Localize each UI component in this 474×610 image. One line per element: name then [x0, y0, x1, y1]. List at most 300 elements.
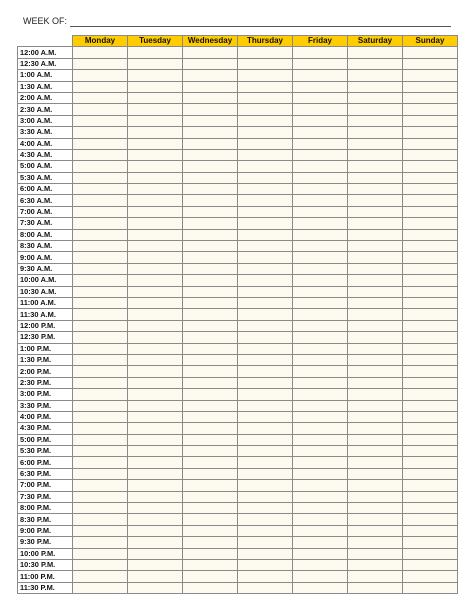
- schedule-cell-tuesday[interactable]: [128, 195, 183, 206]
- schedule-cell-wednesday[interactable]: [183, 263, 238, 274]
- schedule-cell-tuesday[interactable]: [128, 503, 183, 514]
- schedule-cell-sunday[interactable]: [403, 548, 458, 559]
- schedule-cell-saturday[interactable]: [348, 286, 403, 297]
- schedule-cell-thursday[interactable]: [238, 354, 293, 365]
- schedule-cell-thursday[interactable]: [238, 70, 293, 81]
- schedule-cell-thursday[interactable]: [238, 434, 293, 445]
- schedule-cell-tuesday[interactable]: [128, 548, 183, 559]
- schedule-cell-sunday[interactable]: [403, 70, 458, 81]
- schedule-cell-saturday[interactable]: [348, 229, 403, 240]
- schedule-cell-tuesday[interactable]: [128, 354, 183, 365]
- schedule-cell-tuesday[interactable]: [128, 491, 183, 502]
- schedule-cell-tuesday[interactable]: [128, 332, 183, 343]
- schedule-cell-saturday[interactable]: [348, 104, 403, 115]
- schedule-cell-thursday[interactable]: [238, 389, 293, 400]
- schedule-cell-wednesday[interactable]: [183, 446, 238, 457]
- schedule-cell-saturday[interactable]: [348, 366, 403, 377]
- schedule-cell-thursday[interactable]: [238, 184, 293, 195]
- schedule-cell-friday[interactable]: [293, 241, 348, 252]
- schedule-cell-friday[interactable]: [293, 480, 348, 491]
- schedule-cell-monday[interactable]: [73, 115, 128, 126]
- schedule-cell-tuesday[interactable]: [128, 446, 183, 457]
- schedule-cell-saturday[interactable]: [348, 275, 403, 286]
- schedule-cell-sunday[interactable]: [403, 218, 458, 229]
- schedule-cell-sunday[interactable]: [403, 366, 458, 377]
- schedule-cell-wednesday[interactable]: [183, 525, 238, 536]
- schedule-cell-thursday[interactable]: [238, 218, 293, 229]
- schedule-cell-friday[interactable]: [293, 434, 348, 445]
- schedule-cell-tuesday[interactable]: [128, 514, 183, 525]
- schedule-cell-saturday[interactable]: [348, 582, 403, 593]
- schedule-cell-saturday[interactable]: [348, 354, 403, 365]
- schedule-cell-friday[interactable]: [293, 514, 348, 525]
- schedule-cell-sunday[interactable]: [403, 491, 458, 502]
- schedule-cell-sunday[interactable]: [403, 332, 458, 343]
- schedule-cell-monday[interactable]: [73, 309, 128, 320]
- schedule-cell-friday[interactable]: [293, 252, 348, 263]
- schedule-cell-thursday[interactable]: [238, 81, 293, 92]
- schedule-cell-monday[interactable]: [73, 47, 128, 58]
- schedule-cell-tuesday[interactable]: [128, 559, 183, 570]
- schedule-cell-friday[interactable]: [293, 206, 348, 217]
- schedule-cell-friday[interactable]: [293, 70, 348, 81]
- schedule-cell-monday[interactable]: [73, 491, 128, 502]
- schedule-cell-saturday[interactable]: [348, 206, 403, 217]
- schedule-cell-friday[interactable]: [293, 138, 348, 149]
- schedule-cell-friday[interactable]: [293, 548, 348, 559]
- schedule-cell-friday[interactable]: [293, 92, 348, 103]
- schedule-cell-sunday[interactable]: [403, 104, 458, 115]
- schedule-cell-wednesday[interactable]: [183, 161, 238, 172]
- schedule-cell-sunday[interactable]: [403, 138, 458, 149]
- schedule-cell-sunday[interactable]: [403, 81, 458, 92]
- schedule-cell-sunday[interactable]: [403, 127, 458, 138]
- schedule-cell-monday[interactable]: [73, 354, 128, 365]
- schedule-cell-saturday[interactable]: [348, 92, 403, 103]
- schedule-cell-thursday[interactable]: [238, 241, 293, 252]
- schedule-cell-wednesday[interactable]: [183, 480, 238, 491]
- schedule-cell-monday[interactable]: [73, 480, 128, 491]
- schedule-cell-monday[interactable]: [73, 195, 128, 206]
- schedule-cell-tuesday[interactable]: [128, 286, 183, 297]
- schedule-cell-friday[interactable]: [293, 525, 348, 536]
- schedule-cell-tuesday[interactable]: [128, 400, 183, 411]
- schedule-cell-tuesday[interactable]: [128, 58, 183, 69]
- schedule-cell-tuesday[interactable]: [128, 229, 183, 240]
- schedule-cell-sunday[interactable]: [403, 58, 458, 69]
- schedule-cell-monday[interactable]: [73, 343, 128, 354]
- schedule-cell-friday[interactable]: [293, 47, 348, 58]
- schedule-cell-saturday[interactable]: [348, 491, 403, 502]
- schedule-cell-wednesday[interactable]: [183, 138, 238, 149]
- schedule-cell-sunday[interactable]: [403, 161, 458, 172]
- schedule-cell-monday[interactable]: [73, 241, 128, 252]
- schedule-cell-wednesday[interactable]: [183, 366, 238, 377]
- schedule-cell-friday[interactable]: [293, 423, 348, 434]
- schedule-cell-thursday[interactable]: [238, 320, 293, 331]
- schedule-cell-thursday[interactable]: [238, 457, 293, 468]
- schedule-cell-saturday[interactable]: [348, 263, 403, 274]
- schedule-cell-sunday[interactable]: [403, 559, 458, 570]
- schedule-cell-tuesday[interactable]: [128, 70, 183, 81]
- schedule-cell-monday[interactable]: [73, 149, 128, 160]
- schedule-cell-monday[interactable]: [73, 411, 128, 422]
- schedule-cell-friday[interactable]: [293, 503, 348, 514]
- schedule-cell-wednesday[interactable]: [183, 389, 238, 400]
- schedule-cell-monday[interactable]: [73, 263, 128, 274]
- schedule-cell-thursday[interactable]: [238, 127, 293, 138]
- schedule-cell-monday[interactable]: [73, 434, 128, 445]
- schedule-cell-friday[interactable]: [293, 320, 348, 331]
- schedule-cell-saturday[interactable]: [348, 514, 403, 525]
- schedule-cell-wednesday[interactable]: [183, 559, 238, 570]
- schedule-cell-thursday[interactable]: [238, 480, 293, 491]
- schedule-cell-saturday[interactable]: [348, 309, 403, 320]
- schedule-cell-monday[interactable]: [73, 514, 128, 525]
- schedule-cell-tuesday[interactable]: [128, 275, 183, 286]
- schedule-cell-monday[interactable]: [73, 275, 128, 286]
- schedule-cell-tuesday[interactable]: [128, 263, 183, 274]
- schedule-cell-saturday[interactable]: [348, 468, 403, 479]
- schedule-cell-thursday[interactable]: [238, 309, 293, 320]
- schedule-cell-monday[interactable]: [73, 161, 128, 172]
- schedule-cell-saturday[interactable]: [348, 195, 403, 206]
- schedule-cell-monday[interactable]: [73, 286, 128, 297]
- schedule-cell-sunday[interactable]: [403, 457, 458, 468]
- schedule-cell-saturday[interactable]: [348, 400, 403, 411]
- schedule-cell-tuesday[interactable]: [128, 309, 183, 320]
- schedule-cell-thursday[interactable]: [238, 104, 293, 115]
- schedule-cell-sunday[interactable]: [403, 503, 458, 514]
- schedule-cell-monday[interactable]: [73, 366, 128, 377]
- schedule-cell-monday[interactable]: [73, 423, 128, 434]
- schedule-cell-tuesday[interactable]: [128, 377, 183, 388]
- schedule-cell-thursday[interactable]: [238, 559, 293, 570]
- schedule-cell-friday[interactable]: [293, 286, 348, 297]
- schedule-cell-friday[interactable]: [293, 195, 348, 206]
- schedule-cell-tuesday[interactable]: [128, 525, 183, 536]
- schedule-cell-sunday[interactable]: [403, 297, 458, 308]
- schedule-cell-thursday[interactable]: [238, 377, 293, 388]
- schedule-cell-thursday[interactable]: [238, 571, 293, 582]
- schedule-cell-thursday[interactable]: [238, 582, 293, 593]
- schedule-cell-sunday[interactable]: [403, 525, 458, 536]
- schedule-cell-monday[interactable]: [73, 537, 128, 548]
- schedule-cell-wednesday[interactable]: [183, 149, 238, 160]
- schedule-cell-tuesday[interactable]: [128, 571, 183, 582]
- schedule-cell-thursday[interactable]: [238, 263, 293, 274]
- schedule-cell-tuesday[interactable]: [128, 434, 183, 445]
- schedule-cell-thursday[interactable]: [238, 149, 293, 160]
- schedule-cell-wednesday[interactable]: [183, 320, 238, 331]
- schedule-cell-monday[interactable]: [73, 400, 128, 411]
- schedule-cell-tuesday[interactable]: [128, 411, 183, 422]
- schedule-cell-monday[interactable]: [73, 571, 128, 582]
- schedule-cell-thursday[interactable]: [238, 229, 293, 240]
- schedule-cell-friday[interactable]: [293, 275, 348, 286]
- schedule-cell-monday[interactable]: [73, 332, 128, 343]
- schedule-cell-saturday[interactable]: [348, 548, 403, 559]
- schedule-cell-wednesday[interactable]: [183, 115, 238, 126]
- schedule-cell-friday[interactable]: [293, 366, 348, 377]
- schedule-cell-sunday[interactable]: [403, 400, 458, 411]
- schedule-cell-saturday[interactable]: [348, 81, 403, 92]
- schedule-cell-thursday[interactable]: [238, 252, 293, 263]
- schedule-cell-thursday[interactable]: [238, 343, 293, 354]
- schedule-cell-sunday[interactable]: [403, 446, 458, 457]
- schedule-cell-saturday[interactable]: [348, 149, 403, 160]
- schedule-cell-thursday[interactable]: [238, 400, 293, 411]
- schedule-cell-saturday[interactable]: [348, 343, 403, 354]
- schedule-cell-friday[interactable]: [293, 446, 348, 457]
- schedule-cell-friday[interactable]: [293, 457, 348, 468]
- schedule-cell-thursday[interactable]: [238, 286, 293, 297]
- schedule-cell-friday[interactable]: [293, 172, 348, 183]
- schedule-cell-wednesday[interactable]: [183, 354, 238, 365]
- schedule-cell-monday[interactable]: [73, 525, 128, 536]
- schedule-cell-thursday[interactable]: [238, 138, 293, 149]
- schedule-cell-saturday[interactable]: [348, 138, 403, 149]
- schedule-cell-thursday[interactable]: [238, 491, 293, 502]
- schedule-cell-wednesday[interactable]: [183, 252, 238, 263]
- schedule-cell-tuesday[interactable]: [128, 115, 183, 126]
- schedule-cell-sunday[interactable]: [403, 389, 458, 400]
- schedule-cell-wednesday[interactable]: [183, 377, 238, 388]
- schedule-cell-tuesday[interactable]: [128, 468, 183, 479]
- schedule-cell-tuesday[interactable]: [128, 127, 183, 138]
- schedule-cell-wednesday[interactable]: [183, 127, 238, 138]
- schedule-cell-saturday[interactable]: [348, 252, 403, 263]
- schedule-cell-thursday[interactable]: [238, 47, 293, 58]
- schedule-cell-sunday[interactable]: [403, 275, 458, 286]
- schedule-cell-tuesday[interactable]: [128, 161, 183, 172]
- schedule-cell-tuesday[interactable]: [128, 81, 183, 92]
- schedule-cell-friday[interactable]: [293, 468, 348, 479]
- schedule-cell-tuesday[interactable]: [128, 104, 183, 115]
- schedule-cell-monday[interactable]: [73, 184, 128, 195]
- schedule-cell-wednesday[interactable]: [183, 571, 238, 582]
- schedule-cell-friday[interactable]: [293, 229, 348, 240]
- schedule-cell-sunday[interactable]: [403, 343, 458, 354]
- schedule-cell-saturday[interactable]: [348, 559, 403, 570]
- schedule-cell-monday[interactable]: [73, 92, 128, 103]
- schedule-cell-wednesday[interactable]: [183, 582, 238, 593]
- schedule-cell-thursday[interactable]: [238, 115, 293, 126]
- schedule-cell-thursday[interactable]: [238, 58, 293, 69]
- schedule-cell-monday[interactable]: [73, 252, 128, 263]
- schedule-cell-friday[interactable]: [293, 343, 348, 354]
- schedule-cell-monday[interactable]: [73, 172, 128, 183]
- schedule-cell-sunday[interactable]: [403, 184, 458, 195]
- schedule-cell-friday[interactable]: [293, 537, 348, 548]
- schedule-cell-saturday[interactable]: [348, 115, 403, 126]
- schedule-cell-tuesday[interactable]: [128, 241, 183, 252]
- schedule-cell-sunday[interactable]: [403, 434, 458, 445]
- schedule-cell-monday[interactable]: [73, 58, 128, 69]
- schedule-cell-wednesday[interactable]: [183, 58, 238, 69]
- schedule-cell-sunday[interactable]: [403, 115, 458, 126]
- schedule-cell-friday[interactable]: [293, 218, 348, 229]
- schedule-cell-friday[interactable]: [293, 377, 348, 388]
- schedule-cell-wednesday[interactable]: [183, 503, 238, 514]
- schedule-cell-saturday[interactable]: [348, 297, 403, 308]
- schedule-cell-wednesday[interactable]: [183, 537, 238, 548]
- schedule-cell-saturday[interactable]: [348, 58, 403, 69]
- schedule-cell-tuesday[interactable]: [128, 138, 183, 149]
- schedule-cell-tuesday[interactable]: [128, 92, 183, 103]
- schedule-cell-friday[interactable]: [293, 81, 348, 92]
- schedule-cell-thursday[interactable]: [238, 332, 293, 343]
- schedule-cell-tuesday[interactable]: [128, 389, 183, 400]
- schedule-cell-thursday[interactable]: [238, 172, 293, 183]
- schedule-cell-saturday[interactable]: [348, 332, 403, 343]
- schedule-cell-saturday[interactable]: [348, 161, 403, 172]
- schedule-cell-saturday[interactable]: [348, 320, 403, 331]
- schedule-cell-friday[interactable]: [293, 354, 348, 365]
- schedule-cell-wednesday[interactable]: [183, 457, 238, 468]
- schedule-cell-thursday[interactable]: [238, 514, 293, 525]
- schedule-cell-monday[interactable]: [73, 389, 128, 400]
- schedule-cell-tuesday[interactable]: [128, 297, 183, 308]
- schedule-cell-sunday[interactable]: [403, 309, 458, 320]
- schedule-cell-tuesday[interactable]: [128, 366, 183, 377]
- schedule-cell-wednesday[interactable]: [183, 81, 238, 92]
- schedule-cell-friday[interactable]: [293, 491, 348, 502]
- schedule-cell-tuesday[interactable]: [128, 582, 183, 593]
- schedule-cell-sunday[interactable]: [403, 377, 458, 388]
- schedule-cell-wednesday[interactable]: [183, 172, 238, 183]
- schedule-cell-thursday[interactable]: [238, 468, 293, 479]
- schedule-cell-tuesday[interactable]: [128, 343, 183, 354]
- schedule-cell-friday[interactable]: [293, 389, 348, 400]
- schedule-cell-sunday[interactable]: [403, 195, 458, 206]
- schedule-cell-wednesday[interactable]: [183, 286, 238, 297]
- schedule-cell-friday[interactable]: [293, 161, 348, 172]
- schedule-cell-monday[interactable]: [73, 377, 128, 388]
- schedule-cell-monday[interactable]: [73, 559, 128, 570]
- schedule-cell-tuesday[interactable]: [128, 480, 183, 491]
- schedule-cell-friday[interactable]: [293, 400, 348, 411]
- schedule-cell-monday[interactable]: [73, 218, 128, 229]
- schedule-cell-thursday[interactable]: [238, 423, 293, 434]
- schedule-cell-wednesday[interactable]: [183, 206, 238, 217]
- schedule-cell-monday[interactable]: [73, 138, 128, 149]
- schedule-cell-friday[interactable]: [293, 309, 348, 320]
- schedule-cell-monday[interactable]: [73, 229, 128, 240]
- schedule-cell-thursday[interactable]: [238, 275, 293, 286]
- schedule-cell-tuesday[interactable]: [128, 172, 183, 183]
- schedule-cell-monday[interactable]: [73, 127, 128, 138]
- schedule-cell-wednesday[interactable]: [183, 548, 238, 559]
- schedule-cell-friday[interactable]: [293, 571, 348, 582]
- schedule-cell-saturday[interactable]: [348, 377, 403, 388]
- schedule-cell-saturday[interactable]: [348, 525, 403, 536]
- schedule-cell-saturday[interactable]: [348, 571, 403, 582]
- schedule-cell-wednesday[interactable]: [183, 184, 238, 195]
- schedule-cell-wednesday[interactable]: [183, 423, 238, 434]
- schedule-cell-tuesday[interactable]: [128, 457, 183, 468]
- schedule-cell-thursday[interactable]: [238, 411, 293, 422]
- schedule-cell-wednesday[interactable]: [183, 195, 238, 206]
- schedule-cell-monday[interactable]: [73, 70, 128, 81]
- schedule-cell-sunday[interactable]: [403, 480, 458, 491]
- schedule-cell-saturday[interactable]: [348, 172, 403, 183]
- schedule-cell-saturday[interactable]: [348, 457, 403, 468]
- schedule-cell-wednesday[interactable]: [183, 411, 238, 422]
- schedule-cell-saturday[interactable]: [348, 389, 403, 400]
- schedule-cell-sunday[interactable]: [403, 354, 458, 365]
- schedule-cell-monday[interactable]: [73, 446, 128, 457]
- schedule-cell-thursday[interactable]: [238, 446, 293, 457]
- schedule-cell-wednesday[interactable]: [183, 104, 238, 115]
- schedule-cell-saturday[interactable]: [348, 503, 403, 514]
- schedule-cell-friday[interactable]: [293, 332, 348, 343]
- schedule-cell-monday[interactable]: [73, 81, 128, 92]
- schedule-cell-wednesday[interactable]: [183, 309, 238, 320]
- schedule-cell-tuesday[interactable]: [128, 320, 183, 331]
- schedule-cell-thursday[interactable]: [238, 548, 293, 559]
- schedule-cell-sunday[interactable]: [403, 286, 458, 297]
- schedule-cell-friday[interactable]: [293, 104, 348, 115]
- schedule-cell-thursday[interactable]: [238, 195, 293, 206]
- week-of-input-line[interactable]: [70, 26, 451, 27]
- schedule-cell-friday[interactable]: [293, 411, 348, 422]
- schedule-cell-wednesday[interactable]: [183, 434, 238, 445]
- schedule-cell-sunday[interactable]: [403, 423, 458, 434]
- schedule-cell-wednesday[interactable]: [183, 400, 238, 411]
- schedule-cell-sunday[interactable]: [403, 241, 458, 252]
- schedule-cell-friday[interactable]: [293, 58, 348, 69]
- schedule-cell-friday[interactable]: [293, 582, 348, 593]
- schedule-cell-thursday[interactable]: [238, 503, 293, 514]
- schedule-cell-tuesday[interactable]: [128, 218, 183, 229]
- schedule-cell-sunday[interactable]: [403, 252, 458, 263]
- schedule-cell-wednesday[interactable]: [183, 332, 238, 343]
- schedule-cell-friday[interactable]: [293, 559, 348, 570]
- schedule-cell-saturday[interactable]: [348, 480, 403, 491]
- schedule-cell-saturday[interactable]: [348, 537, 403, 548]
- schedule-cell-wednesday[interactable]: [183, 229, 238, 240]
- schedule-cell-thursday[interactable]: [238, 92, 293, 103]
- schedule-cell-wednesday[interactable]: [183, 343, 238, 354]
- schedule-cell-saturday[interactable]: [348, 70, 403, 81]
- schedule-cell-sunday[interactable]: [403, 263, 458, 274]
- schedule-cell-thursday[interactable]: [238, 161, 293, 172]
- schedule-cell-friday[interactable]: [293, 263, 348, 274]
- schedule-cell-sunday[interactable]: [403, 149, 458, 160]
- schedule-cell-wednesday[interactable]: [183, 275, 238, 286]
- schedule-cell-sunday[interactable]: [403, 537, 458, 548]
- schedule-cell-wednesday[interactable]: [183, 468, 238, 479]
- schedule-cell-sunday[interactable]: [403, 468, 458, 479]
- schedule-cell-monday[interactable]: [73, 503, 128, 514]
- schedule-cell-saturday[interactable]: [348, 423, 403, 434]
- schedule-cell-sunday[interactable]: [403, 47, 458, 58]
- schedule-cell-friday[interactable]: [293, 115, 348, 126]
- schedule-cell-sunday[interactable]: [403, 172, 458, 183]
- schedule-cell-sunday[interactable]: [403, 229, 458, 240]
- schedule-cell-tuesday[interactable]: [128, 537, 183, 548]
- schedule-cell-monday[interactable]: [73, 457, 128, 468]
- schedule-cell-wednesday[interactable]: [183, 218, 238, 229]
- schedule-cell-thursday[interactable]: [238, 206, 293, 217]
- schedule-cell-friday[interactable]: [293, 149, 348, 160]
- schedule-cell-sunday[interactable]: [403, 411, 458, 422]
- schedule-cell-sunday[interactable]: [403, 571, 458, 582]
- schedule-cell-tuesday[interactable]: [128, 47, 183, 58]
- schedule-cell-wednesday[interactable]: [183, 70, 238, 81]
- schedule-cell-sunday[interactable]: [403, 92, 458, 103]
